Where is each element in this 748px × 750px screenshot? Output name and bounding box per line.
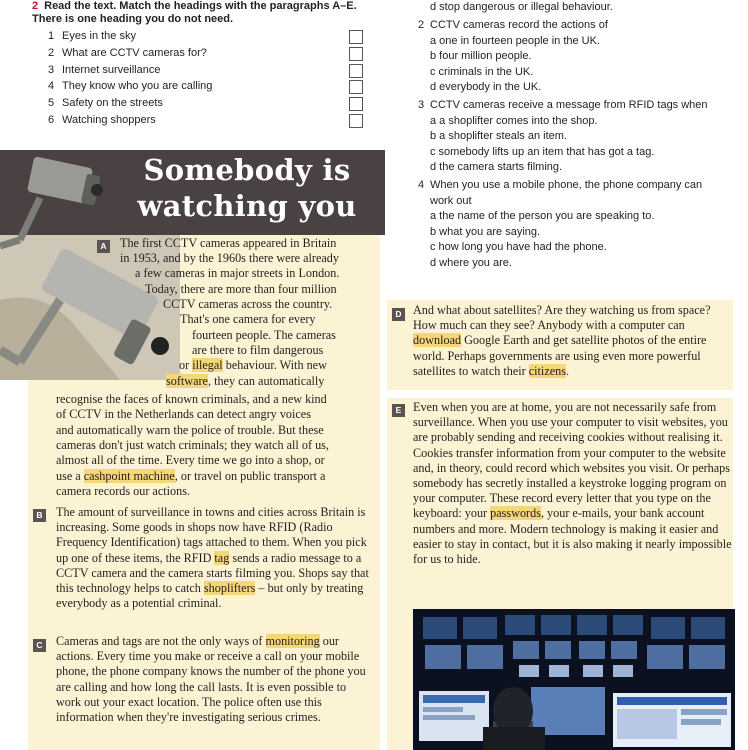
instruction-line-1: Read the text. Match the headings with the paragraphs A–E.: [44, 0, 357, 12]
q1-option-d[interactable]: d stop dangerous or illegal behaviour.: [430, 1, 613, 13]
paragraph-marker-c: C: [33, 639, 46, 652]
instruction-line-2: There is one heading you do not need.: [32, 13, 234, 25]
answer-checkbox[interactable]: [349, 80, 363, 94]
exercise-instructions: [32, 0, 372, 26]
heading-item: 6 Watching shoppers: [48, 112, 363, 129]
highlight-word: citizens: [528, 363, 566, 378]
q3-option-d[interactable]: d the camera starts filming.: [430, 161, 563, 174]
q3-option-a[interactable]: a a shoplifter comes into the shop.: [430, 114, 598, 127]
q4-option-b[interactable]: b what you are saying.: [430, 225, 541, 238]
heading-text: Watching shoppers: [62, 113, 156, 126]
heading-text: Internet surveillance: [62, 63, 161, 76]
control-room-photo: [413, 609, 735, 750]
highlight-word: software: [166, 374, 208, 388]
questions-column: [418, 0, 738, 271]
paragraph-marker-e: E: [392, 404, 405, 417]
paragraph-marker-a: A: [97, 240, 110, 253]
paragraph-c: Cameras and tags are not the only ways of monitoring our actions. Every time you make or receive a call on your mobile phone, the phone company knows the number of the phone you are calling and how long the call lasts. It is even possible to work out your exact location. The police often use this information when they're investigating serious crimes.: [56, 634, 366, 725]
paragraph-marker-b: B: [33, 509, 46, 522]
question-3: 3 CCTV cameras receive a message from RFID tags when: [418, 99, 708, 112]
highlight-word: shoplifters: [203, 581, 256, 596]
q2-option-a[interactable]: a one in fourteen people in the UK.: [430, 34, 601, 47]
paragraph-marker-d: D: [392, 308, 405, 321]
heading-list: [48, 28, 363, 129]
answer-checkbox[interactable]: [349, 47, 363, 61]
q4-option-c[interactable]: c how long you have had the phone.: [430, 241, 607, 254]
heading-item: 4 They know who you are calling: [48, 78, 363, 95]
monitor-wall-image: [413, 609, 735, 750]
q2-option-c[interactable]: c criminals in the UK.: [430, 65, 534, 78]
q4-option-d[interactable]: d where you are.: [430, 256, 512, 269]
q2-option-d[interactable]: d everybody in the UK.: [430, 81, 542, 94]
heading-text: Eyes in the sky: [62, 30, 136, 42]
q3-option-b[interactable]: b a shoplifter steals an item.: [430, 130, 567, 143]
highlight-word: passwords: [490, 506, 541, 521]
paragraph-d: And what about satellites? Are they watching us from space? How much can they see? Anybody with a computer can download Google Earth and get satellite photos of the entire world. Perhaps governments are using even more powerful satellites to watch their citizens.: [413, 303, 711, 378]
highlight-word: cashpoint machine: [83, 469, 175, 483]
highlight-word: illegal: [192, 358, 223, 372]
highlight-word: tag: [214, 550, 230, 565]
highlight-word: monitoring: [265, 634, 320, 648]
highlight-word: download: [413, 333, 462, 348]
heading-text: Safety on the streets: [62, 97, 163, 110]
answer-checkbox[interactable]: [349, 30, 363, 44]
heading-item: 5 Safety on the streets: [48, 95, 363, 112]
paragraph-b: The amount of surveillance in towns and cities across Britain is increasing. Some goods in shops now have RFID (Radio Frequency Identification) tags attached to them. When you pick up one of these items, the RFID tag sends a radio message to a CCTV camera and the camera starts filming you. Shops say that this technology helps to catch shoplifters – but only by treating everybody as a potential criminal.: [56, 505, 369, 611]
exercise-number: 2: [32, 0, 39, 12]
article-title: Somebody is watching you: [137, 153, 357, 223]
question-2: 2 CCTV cameras record the actions of: [418, 19, 608, 32]
answer-checkbox[interactable]: [349, 64, 363, 78]
heading-item: 1 Eyes in the sky: [48, 28, 363, 45]
heading-text: What are CCTV cameras for?: [62, 46, 207, 59]
q3-option-c[interactable]: c somebody lifts up an item that has got a tag.: [430, 145, 655, 158]
answer-checkbox[interactable]: [349, 97, 363, 111]
question-4: 4 When you use a mobile phone, the phone company can work out: [418, 179, 703, 207]
q4-option-a[interactable]: a the name of the person you are speaking to.: [430, 210, 655, 223]
heading-item: 2 What are CCTV cameras for?: [48, 45, 363, 62]
heading-text: They know who you are calling: [62, 80, 213, 93]
answer-checkbox[interactable]: [349, 114, 363, 128]
paragraph-e: Even when you are at home, you are not necessarily safe from surveillance. When you use your computer to visit websites, you are probably sending and receiving cookies without realising it. Cookies transfer information from your computer to the website and, in theory, could record which websites you visit. Or perhaps somebody has secretly installed a keystroke logging program on your computer. These record every letter that you type on the keyboard: your passwords, your e-mails, your bank account numbers and more. Modern technology is making it easier and easier to stay in contact, but it is also making it nearly impossible for us to hide.: [413, 400, 732, 567]
q2-option-b[interactable]: b four million people.: [430, 50, 532, 63]
heading-item: 3 Internet surveillance: [48, 62, 363, 79]
